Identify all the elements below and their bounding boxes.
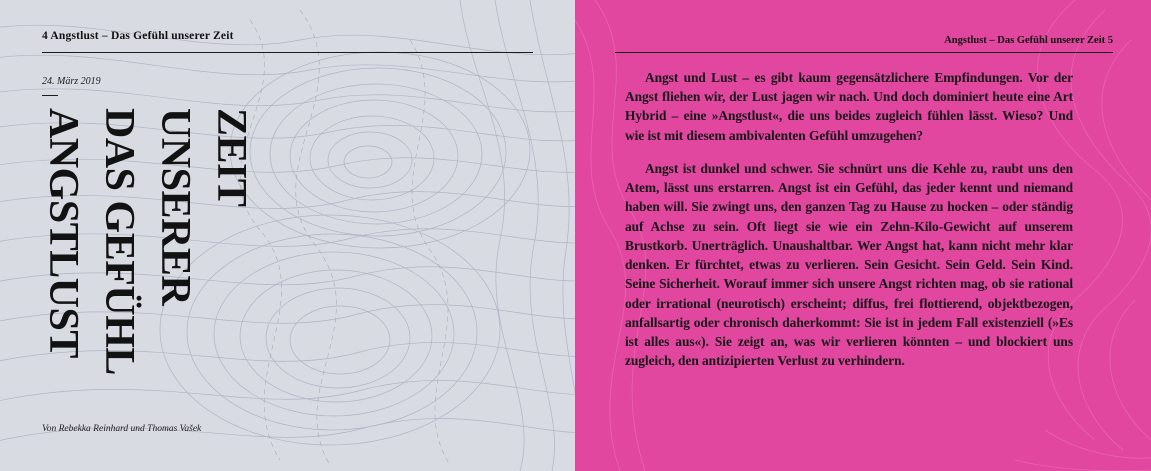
title-line-2: DAS GEFÜHL	[96, 108, 142, 375]
right-page	[575, 0, 1151, 471]
issue-date: 24. März 2019	[42, 76, 101, 87]
title-line-3: UNSERER	[152, 108, 198, 306]
article-body	[625, 68, 1073, 371]
left-header-rule	[42, 52, 533, 53]
paragraph-1: Angst und Lust – es gibt kaum gegensätzlichere Empfindungen. Vor der Angst fliehen wir, der Lust jagen wir nach. Und doch dominiert heute eine Art Hybrid – eine »Angstlust«, die uns beides zugleich fühlen lässt. Wieso? Und wie ist mit diesem ambivalenten Gefühl umzugehen?	[625, 70, 1073, 143]
left-page	[0, 0, 575, 471]
right-header-rule	[615, 52, 1113, 53]
folio-left: 4 Angstlust – Das Gefühl unserer Zeit	[42, 30, 234, 42]
title-line-1: ANGSTLUST	[40, 108, 86, 358]
vertical-title	[40, 108, 340, 408]
paragraph-2: Angst ist dunkel und schwer. Sie schnürt uns die Kehle zu, raubt uns den Atem, lässt uns erstarren. Angst ist ein Gefühl, das jeder kennt und niemand haben will. Sie zwingt uns, den ganzen Tag zu Hause zu hocken – oder ständig auf Achse zu sein. Oft liegt sie wie ein Zehn-Kilo-Gewicht auf unserem Brustkorb. Unerträglich. Unaushaltbar. Wer Angst hat, kann nicht mehr klar denken. Er fürchtet, etwas zu verlieren. Sein Gesicht. Sein Geld. Sein Kind. Seine Sicherheit. Worauf immer sich unsere Angst richten mag, ob sie rational oder irrational (neurotisch) erscheint; diffus, frei flottierend, objektbezogen, anfallsartig oder chronisch daherkommt: Sie ist in jedem Fall existenziell (»Es ist alles aus«). Sie zeigt an, was wir verlieren könnten – und blockiert uns zugleich, den antizipierten Verlust zu verhindern.	[625, 160, 1073, 369]
title-line-4: ZEIT	[208, 108, 254, 207]
folio-right: Angstlust – Das Gefühl unserer Zeit 5	[944, 35, 1113, 46]
date-dash	[42, 95, 58, 96]
byline: Von Rebekka Reinhard und Thomas Vašek	[42, 424, 202, 434]
